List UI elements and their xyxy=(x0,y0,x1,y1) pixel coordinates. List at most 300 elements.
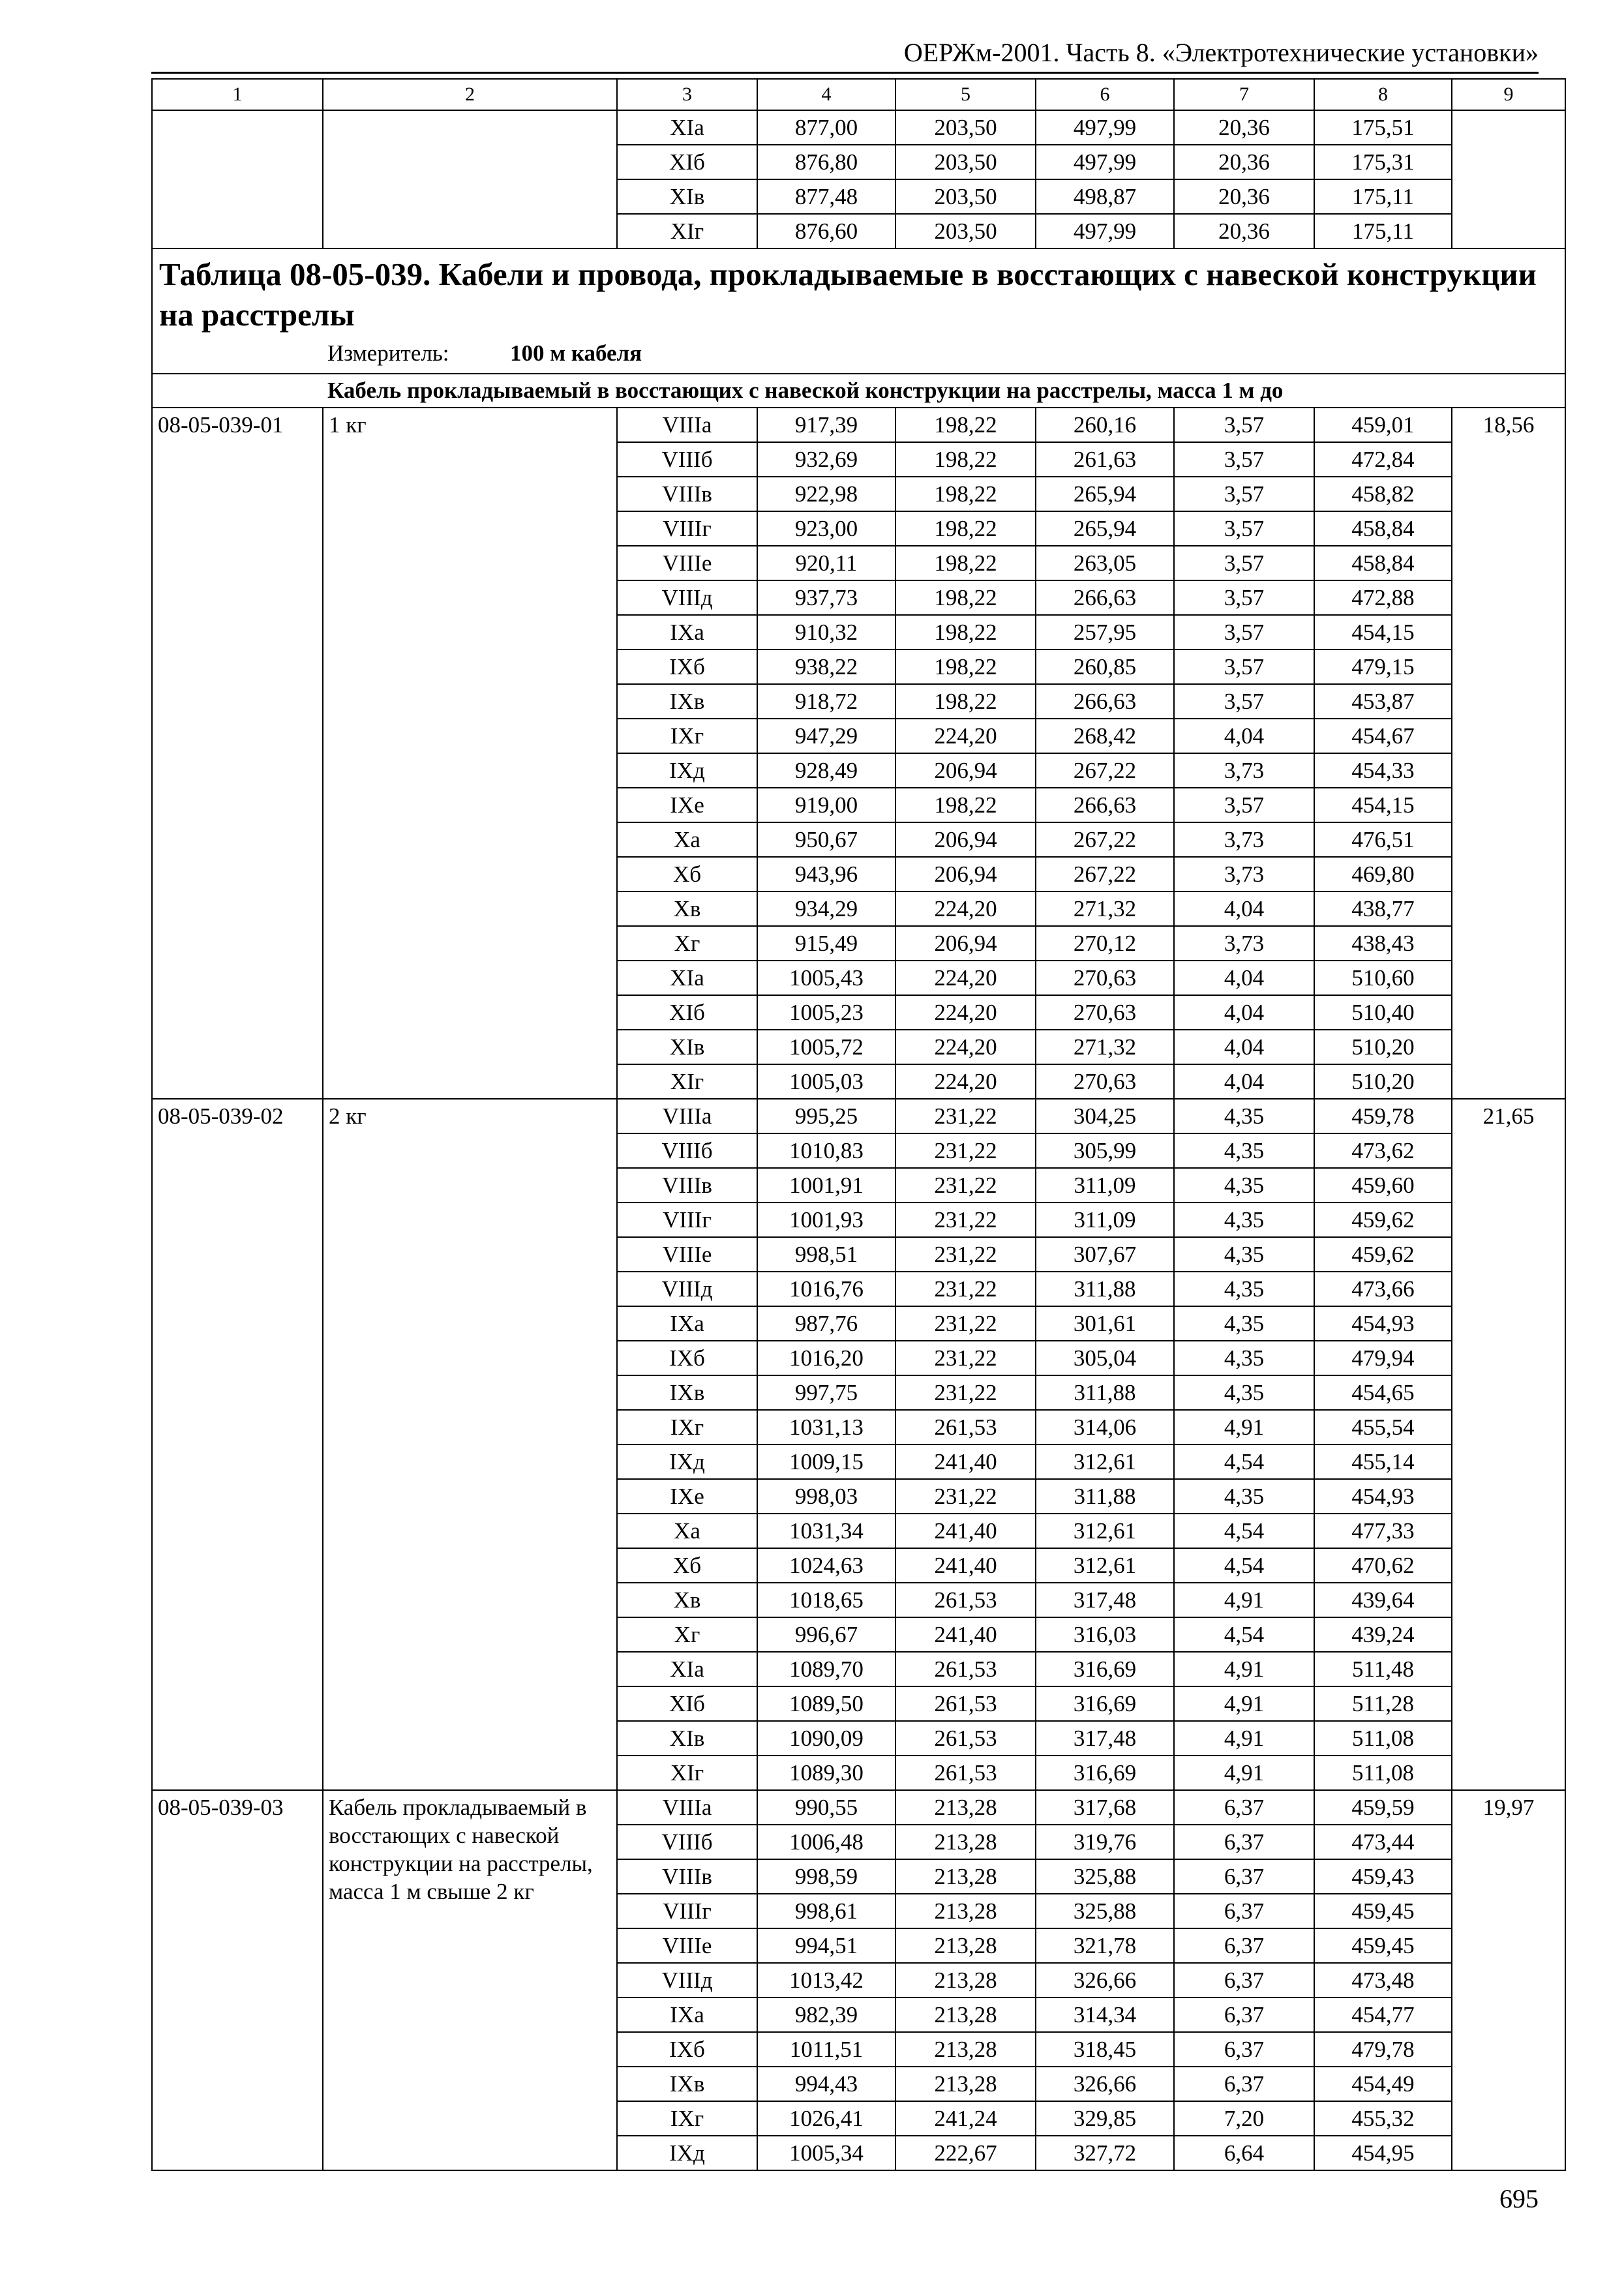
value-cell: 317,48 xyxy=(1036,1721,1174,1756)
resource-code-cell: IXа xyxy=(617,615,757,650)
page-number: 695 xyxy=(1499,2184,1539,2213)
value-cell: 4,35 xyxy=(1174,1341,1314,1375)
value-cell: 994,51 xyxy=(757,1928,895,1963)
resource-code-cell: Xв xyxy=(617,1583,757,1617)
value-cell: 1005,34 xyxy=(757,2136,895,2170)
value-cell: 1005,03 xyxy=(757,1064,895,1099)
value-cell: 3,57 xyxy=(1174,580,1314,615)
value-cell: 198,22 xyxy=(895,511,1036,546)
value-cell: 198,22 xyxy=(895,546,1036,580)
resource-code-cell: IXд xyxy=(617,2136,757,2170)
value-cell: 206,94 xyxy=(895,753,1036,788)
value-cell: 20,36 xyxy=(1174,110,1314,145)
resource-code-cell: VIIIд xyxy=(617,1272,757,1306)
value-cell: 317,68 xyxy=(1036,1790,1174,1825)
column-number: 1 xyxy=(152,79,323,110)
value-cell: 3,57 xyxy=(1174,788,1314,822)
column-number: 8 xyxy=(1314,79,1452,110)
value-cell: 3,73 xyxy=(1174,926,1314,961)
value-cell: 920,11 xyxy=(757,546,895,580)
value-cell: 231,22 xyxy=(895,1099,1036,1133)
value-cell: 1005,23 xyxy=(757,995,895,1030)
value-cell: 3,57 xyxy=(1174,615,1314,650)
value-cell: 1089,30 xyxy=(757,1756,895,1790)
resource-code-cell: VIIIв xyxy=(617,1859,757,1894)
value-cell: 459,43 xyxy=(1314,1859,1452,1894)
value-cell: 3,57 xyxy=(1174,546,1314,580)
value-cell: 472,88 xyxy=(1314,580,1452,615)
value-cell: 213,28 xyxy=(895,1894,1036,1928)
value-cell: 1018,65 xyxy=(757,1583,895,1617)
resource-code-cell: VIIIб xyxy=(617,1133,757,1168)
item-name: Кабель прокладываемый в восстающих с навеской конструкции на расстрелы, масса 1 м свыше 2 кг xyxy=(323,1790,617,2170)
value-cell: 270,63 xyxy=(1036,995,1174,1030)
value-cell: 4,91 xyxy=(1174,1721,1314,1756)
resource-code-cell: Xа xyxy=(617,822,757,857)
value-cell: 261,63 xyxy=(1036,442,1174,477)
value-cell: 325,88 xyxy=(1036,1859,1174,1894)
value-cell: 4,04 xyxy=(1174,891,1314,926)
resource-code-cell: VIIIб xyxy=(617,1825,757,1859)
value-cell: 198,22 xyxy=(895,580,1036,615)
value-cell: 305,99 xyxy=(1036,1133,1174,1168)
item-code: 08-05-039-02 xyxy=(152,1099,323,1790)
value-cell: 459,78 xyxy=(1314,1099,1452,1133)
resource-code-cell: XIг xyxy=(617,1064,757,1099)
value-cell: 260,16 xyxy=(1036,408,1174,442)
item-name: 1 кг xyxy=(323,408,617,1099)
value-cell: 510,40 xyxy=(1314,995,1452,1030)
value-cell: 224,20 xyxy=(895,891,1036,926)
value-cell: 231,22 xyxy=(895,1168,1036,1203)
value-cell: 319,76 xyxy=(1036,1825,1174,1859)
value-cell: 1031,13 xyxy=(757,1410,895,1444)
value-cell: 1010,83 xyxy=(757,1133,895,1168)
value-cell: 266,63 xyxy=(1036,684,1174,719)
value-cell: 326,66 xyxy=(1036,1963,1174,1997)
resource-code-cell: XIб xyxy=(617,145,757,179)
measure-line xyxy=(159,338,1558,369)
value-cell: 175,11 xyxy=(1314,214,1452,248)
value-cell: 934,29 xyxy=(757,891,895,926)
value-cell: 213,28 xyxy=(895,1963,1036,1997)
value-cell: 458,82 xyxy=(1314,477,1452,511)
value-cell: 325,88 xyxy=(1036,1894,1174,1928)
value-cell: 317,48 xyxy=(1036,1583,1174,1617)
table-row xyxy=(152,110,1565,145)
running-header: ОЕРЖм-2001. Часть 8. «Электротехнические установки» xyxy=(903,38,1539,67)
resource-code-cell: VIIIг xyxy=(617,1894,757,1928)
value-cell: 203,50 xyxy=(895,214,1036,248)
value-cell: 4,91 xyxy=(1174,1756,1314,1790)
value-cell: 876,80 xyxy=(757,145,895,179)
value-cell: 453,87 xyxy=(1314,684,1452,719)
value-cell: 998,03 xyxy=(757,1479,895,1514)
value-cell: 995,25 xyxy=(757,1099,895,1133)
value-cell: 316,69 xyxy=(1036,1652,1174,1686)
column-number: 7 xyxy=(1174,79,1314,110)
value-cell: 3,57 xyxy=(1174,442,1314,477)
value-cell: 4,91 xyxy=(1174,1410,1314,1444)
value-cell: 458,84 xyxy=(1314,511,1452,546)
value-cell: 6,37 xyxy=(1174,1825,1314,1859)
resource-code-cell: VIIIе xyxy=(617,1237,757,1272)
value-cell: 877,00 xyxy=(757,110,895,145)
value-cell: 459,62 xyxy=(1314,1203,1452,1237)
value-cell: 198,22 xyxy=(895,788,1036,822)
resource-code-cell: IXг xyxy=(617,1410,757,1444)
value-cell: 479,15 xyxy=(1314,650,1452,684)
value-cell: 231,22 xyxy=(895,1375,1036,1410)
code-cell xyxy=(152,110,323,248)
item-name: 2 кг xyxy=(323,1099,617,1790)
resource-code-cell: VIIIг xyxy=(617,511,757,546)
value-cell: 261,53 xyxy=(895,1652,1036,1686)
value-cell: 1001,91 xyxy=(757,1168,895,1203)
value-cell: 3,57 xyxy=(1174,408,1314,442)
resource-code-cell: IXб xyxy=(617,650,757,684)
value-cell: 932,69 xyxy=(757,442,895,477)
subheader-text: Кабель прокладываемый в восстающих с навеской конструкции на расстрелы, масса 1 м до xyxy=(152,374,1565,408)
value-cell: 454,77 xyxy=(1314,1997,1452,2032)
measure-value: 100 м кабеля xyxy=(510,340,642,366)
value-cell: 267,22 xyxy=(1036,822,1174,857)
value-cell: 213,28 xyxy=(895,1825,1036,1859)
value-cell: 213,28 xyxy=(895,2032,1036,2067)
value-cell: 996,67 xyxy=(757,1617,895,1652)
value-cell: 947,29 xyxy=(757,719,895,753)
value-cell: 326,66 xyxy=(1036,2067,1174,2101)
value-cell: 270,63 xyxy=(1036,1064,1174,1099)
rates-table xyxy=(151,78,1566,2171)
table-title-cell xyxy=(152,248,1565,374)
value-cell: 316,69 xyxy=(1036,1686,1174,1721)
value-cell: 439,64 xyxy=(1314,1583,1452,1617)
value-cell: 454,49 xyxy=(1314,2067,1452,2101)
resource-code-cell: XIг xyxy=(617,214,757,248)
value-cell: 213,28 xyxy=(895,1790,1036,1825)
value-cell: 459,45 xyxy=(1314,1894,1452,1928)
value-cell: 950,67 xyxy=(757,822,895,857)
column-number: 5 xyxy=(895,79,1036,110)
value-cell: 203,50 xyxy=(895,110,1036,145)
value-cell: 231,22 xyxy=(895,1341,1036,1375)
value-cell: 4,35 xyxy=(1174,1375,1314,1410)
value-cell: 1013,42 xyxy=(757,1963,895,1997)
value-cell: 438,43 xyxy=(1314,926,1452,961)
value-cell: 206,94 xyxy=(895,857,1036,891)
value-cell: 923,00 xyxy=(757,511,895,546)
value-cell: 6,37 xyxy=(1174,2032,1314,2067)
value-cell: 6,37 xyxy=(1174,2067,1314,2101)
value-cell: 231,22 xyxy=(895,1133,1036,1168)
column-number-row xyxy=(152,79,1565,110)
value-cell: 1026,41 xyxy=(757,2101,895,2136)
resource-code-cell: IXа xyxy=(617,1306,757,1341)
value-cell: 454,33 xyxy=(1314,753,1452,788)
value-cell: 473,44 xyxy=(1314,1825,1452,1859)
resource-code-cell: XIа xyxy=(617,961,757,995)
value-cell: 6,37 xyxy=(1174,1790,1314,1825)
value-cell: 270,63 xyxy=(1036,961,1174,995)
value-cell: 1089,70 xyxy=(757,1652,895,1686)
item-last-value: 19,97 xyxy=(1452,1790,1565,2170)
resource-code-cell: IXе xyxy=(617,788,757,822)
value-cell: 472,84 xyxy=(1314,442,1452,477)
value-cell: 1005,43 xyxy=(757,961,895,995)
resource-code-cell: XIв xyxy=(617,1030,757,1064)
value-cell: 4,04 xyxy=(1174,1064,1314,1099)
resource-code-cell: VIIIб xyxy=(617,442,757,477)
value-cell: 998,59 xyxy=(757,1859,895,1894)
value-cell: 919,00 xyxy=(757,788,895,822)
resource-code-cell: Xб xyxy=(617,857,757,891)
resource-code-cell: XIа xyxy=(617,110,757,145)
value-cell: 203,50 xyxy=(895,145,1036,179)
value-cell: 4,04 xyxy=(1174,719,1314,753)
value-cell: 198,22 xyxy=(895,615,1036,650)
value-cell: 917,39 xyxy=(757,408,895,442)
value-cell: 231,22 xyxy=(895,1237,1036,1272)
value-cell: 267,22 xyxy=(1036,753,1174,788)
resource-code-cell: Xг xyxy=(617,926,757,961)
value-cell: 459,01 xyxy=(1314,408,1452,442)
value-cell: 270,12 xyxy=(1036,926,1174,961)
resource-code-cell: IXе xyxy=(617,1479,757,1514)
value-cell: 994,43 xyxy=(757,2067,895,2101)
column-number: 2 xyxy=(323,79,617,110)
resource-code-cell: IXг xyxy=(617,2101,757,2136)
value-cell: 222,67 xyxy=(895,2136,1036,2170)
resource-code-cell: IXа xyxy=(617,1997,757,2032)
value-cell: 329,85 xyxy=(1036,2101,1174,2136)
resource-code-cell: VIIIа xyxy=(617,1790,757,1825)
value-cell: 4,91 xyxy=(1174,1652,1314,1686)
value-cell: 511,08 xyxy=(1314,1721,1452,1756)
resource-code-cell: Xа xyxy=(617,1514,757,1548)
resource-code-cell: IXб xyxy=(617,1341,757,1375)
value-cell: 1016,20 xyxy=(757,1341,895,1375)
value-cell: 454,95 xyxy=(1314,2136,1452,2170)
value-cell: 998,51 xyxy=(757,1237,895,1272)
value-cell: 206,94 xyxy=(895,926,1036,961)
value-cell: 454,15 xyxy=(1314,615,1452,650)
value-cell: 224,20 xyxy=(895,961,1036,995)
value-cell: 20,36 xyxy=(1174,179,1314,214)
column-number: 6 xyxy=(1036,79,1174,110)
value-cell: 4,04 xyxy=(1174,995,1314,1030)
value-cell: 20,36 xyxy=(1174,214,1314,248)
value-cell: 3,57 xyxy=(1174,477,1314,511)
value-cell: 4,35 xyxy=(1174,1133,1314,1168)
value-cell: 198,22 xyxy=(895,477,1036,511)
value-cell: 510,60 xyxy=(1314,961,1452,995)
value-cell: 3,73 xyxy=(1174,822,1314,857)
value-cell: 439,24 xyxy=(1314,1617,1452,1652)
value-cell: 260,85 xyxy=(1036,650,1174,684)
column-number: 9 xyxy=(1452,79,1565,110)
value-cell: 261,53 xyxy=(895,1756,1036,1790)
resource-code-cell: VIIIа xyxy=(617,408,757,442)
value-cell: 312,61 xyxy=(1036,1444,1174,1479)
resource-code-cell: VIIIе xyxy=(617,546,757,580)
value-cell: 301,61 xyxy=(1036,1306,1174,1341)
value-cell: 224,20 xyxy=(895,1030,1036,1064)
value-cell: 311,88 xyxy=(1036,1272,1174,1306)
value-cell: 267,22 xyxy=(1036,857,1174,891)
resource-code-cell: IXв xyxy=(617,1375,757,1410)
value-cell: 479,94 xyxy=(1314,1341,1452,1375)
value-cell: 175,31 xyxy=(1314,145,1452,179)
value-cell: 327,72 xyxy=(1036,2136,1174,2170)
value-cell: 316,03 xyxy=(1036,1617,1174,1652)
value-cell: 261,53 xyxy=(895,1583,1036,1617)
value-cell: 4,54 xyxy=(1174,1617,1314,1652)
value-cell: 1024,63 xyxy=(757,1548,895,1583)
value-cell: 459,60 xyxy=(1314,1168,1452,1203)
value-cell: 312,61 xyxy=(1036,1548,1174,1583)
table-title-row xyxy=(152,248,1565,374)
value-cell: 265,94 xyxy=(1036,511,1174,546)
resource-code-cell: VIIIв xyxy=(617,1168,757,1203)
value-cell: 213,28 xyxy=(895,2067,1036,2101)
value-cell: 469,80 xyxy=(1314,857,1452,891)
resource-code-cell: XIг xyxy=(617,1756,757,1790)
value-cell: 321,78 xyxy=(1036,1928,1174,1963)
resource-code-cell: VIIIг xyxy=(617,1203,757,1237)
last-cell xyxy=(1452,110,1565,248)
value-cell: 231,22 xyxy=(895,1306,1036,1341)
value-cell: 318,45 xyxy=(1036,2032,1174,2067)
value-cell: 1011,51 xyxy=(757,2032,895,2067)
resource-code-cell: Xб xyxy=(617,1548,757,1583)
resource-code-cell: IXв xyxy=(617,684,757,719)
value-cell: 459,45 xyxy=(1314,1928,1452,1963)
value-cell: 311,88 xyxy=(1036,1479,1174,1514)
value-cell: 314,34 xyxy=(1036,1997,1174,2032)
value-cell: 241,40 xyxy=(895,1548,1036,1583)
value-cell: 4,35 xyxy=(1174,1272,1314,1306)
header-rule xyxy=(151,72,1539,74)
value-cell: 224,20 xyxy=(895,1064,1036,1099)
value-cell: 213,28 xyxy=(895,1859,1036,1894)
measure-label: Измеритель: xyxy=(327,340,449,366)
value-cell: 1016,76 xyxy=(757,1272,895,1306)
value-cell: 241,40 xyxy=(895,1617,1036,1652)
value-cell: 198,22 xyxy=(895,650,1036,684)
value-cell: 987,76 xyxy=(757,1306,895,1341)
item-code: 08-05-039-01 xyxy=(152,408,323,1099)
value-cell: 224,20 xyxy=(895,719,1036,753)
value-cell: 454,15 xyxy=(1314,788,1452,822)
resource-code-cell: XIв xyxy=(617,1721,757,1756)
value-cell: 1005,72 xyxy=(757,1030,895,1064)
value-cell: 454,93 xyxy=(1314,1306,1452,1341)
value-cell: 910,32 xyxy=(757,615,895,650)
resource-code-cell: XIб xyxy=(617,995,757,1030)
value-cell: 990,55 xyxy=(757,1790,895,1825)
value-cell: 271,32 xyxy=(1036,891,1174,926)
value-cell: 6,37 xyxy=(1174,1859,1314,1894)
resource-code-cell: IXд xyxy=(617,753,757,788)
value-cell: 459,59 xyxy=(1314,1790,1452,1825)
value-cell: 304,25 xyxy=(1036,1099,1174,1133)
value-cell: 473,62 xyxy=(1314,1133,1452,1168)
value-cell: 4,35 xyxy=(1174,1203,1314,1237)
item-last-value: 18,56 xyxy=(1452,408,1565,1099)
value-cell: 938,22 xyxy=(757,650,895,684)
value-cell: 3,57 xyxy=(1174,511,1314,546)
value-cell: 266,63 xyxy=(1036,580,1174,615)
resource-code-cell: VIIIд xyxy=(617,580,757,615)
resource-code-cell: XIа xyxy=(617,1652,757,1686)
value-cell: 455,32 xyxy=(1314,2101,1452,2136)
resource-code-cell: XIб xyxy=(617,1686,757,1721)
value-cell: 4,04 xyxy=(1174,961,1314,995)
value-cell: 6,37 xyxy=(1174,1894,1314,1928)
value-cell: 473,48 xyxy=(1314,1963,1452,1997)
value-cell: 4,91 xyxy=(1174,1583,1314,1617)
value-cell: 268,42 xyxy=(1036,719,1174,753)
value-cell: 314,06 xyxy=(1036,1410,1174,1444)
value-cell: 943,96 xyxy=(757,857,895,891)
value-cell: 4,35 xyxy=(1174,1237,1314,1272)
table-row xyxy=(152,408,1565,442)
item-code: 08-05-039-03 xyxy=(152,1790,323,2170)
value-cell: 198,22 xyxy=(895,408,1036,442)
value-cell: 4,35 xyxy=(1174,1479,1314,1514)
value-cell: 206,94 xyxy=(895,822,1036,857)
value-cell: 497,99 xyxy=(1036,110,1174,145)
value-cell: 454,93 xyxy=(1314,1479,1452,1514)
value-cell: 510,20 xyxy=(1314,1030,1452,1064)
value-cell: 877,48 xyxy=(757,179,895,214)
value-cell: 263,05 xyxy=(1036,546,1174,580)
value-cell: 213,28 xyxy=(895,1928,1036,1963)
value-cell: 1089,50 xyxy=(757,1686,895,1721)
value-cell: 231,22 xyxy=(895,1203,1036,1237)
value-cell: 198,22 xyxy=(895,442,1036,477)
value-cell: 876,60 xyxy=(757,214,895,248)
value-cell: 6,37 xyxy=(1174,1928,1314,1963)
column-number: 4 xyxy=(757,79,895,110)
value-cell: 937,73 xyxy=(757,580,895,615)
value-cell: 1031,34 xyxy=(757,1514,895,1548)
value-cell: 261,53 xyxy=(895,1686,1036,1721)
value-cell: 473,66 xyxy=(1314,1272,1452,1306)
value-cell: 231,22 xyxy=(895,1272,1036,1306)
value-cell: 458,84 xyxy=(1314,546,1452,580)
resource-code-cell: Xг xyxy=(617,1617,757,1652)
value-cell: 311,09 xyxy=(1036,1168,1174,1203)
value-cell: 4,54 xyxy=(1174,1548,1314,1583)
value-cell: 20,36 xyxy=(1174,145,1314,179)
value-cell: 511,48 xyxy=(1314,1652,1452,1686)
value-cell: 3,73 xyxy=(1174,753,1314,788)
value-cell: 997,75 xyxy=(757,1375,895,1410)
value-cell: 6,37 xyxy=(1174,1963,1314,1997)
value-cell: 307,67 xyxy=(1036,1237,1174,1272)
value-cell: 510,20 xyxy=(1314,1064,1452,1099)
value-cell: 497,99 xyxy=(1036,214,1174,248)
value-cell: 455,14 xyxy=(1314,1444,1452,1479)
resource-code-cell: IXв xyxy=(617,2067,757,2101)
table-title: Таблица 08-05-039. Кабели и провода, прокладываемые в восстающих с навеской конструкции на расстрелы xyxy=(159,256,1537,333)
resource-code-cell: IXг xyxy=(617,719,757,753)
value-cell: 198,22 xyxy=(895,684,1036,719)
resource-code-cell: IXд xyxy=(617,1444,757,1479)
value-cell: 928,49 xyxy=(757,753,895,788)
